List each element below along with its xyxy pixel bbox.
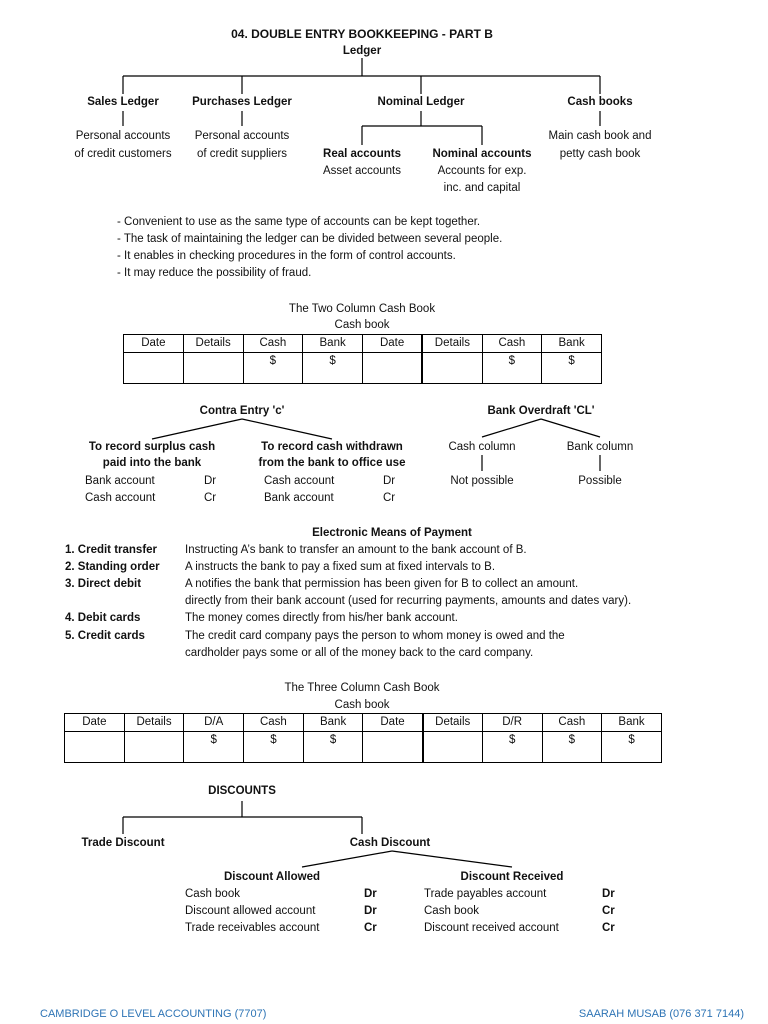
contra-left-account: Cash account: [85, 492, 156, 504]
unit-cell: [124, 732, 184, 763]
contra-right-account: Bank account: [264, 492, 334, 504]
discount-allowed-title: Discount Allowed: [223, 871, 321, 883]
overdraft-cash-value: Not possible: [450, 475, 514, 487]
three-column-title: The Three Column Cash Book: [284, 682, 440, 694]
three-column-cash-book-table: [64, 713, 662, 763]
col-header: Cash: [243, 335, 303, 353]
received-account: Cash book: [424, 905, 479, 917]
col-header: Bank: [303, 714, 363, 732]
allowed-side: Dr: [364, 888, 377, 900]
payment-term: 1. Credit transfer: [65, 544, 158, 556]
ledger-cashbooks: Cash books: [567, 96, 633, 108]
col-header: Date: [363, 335, 423, 353]
payment-term: 2. Standing order: [65, 561, 160, 573]
sales-desc-line: Personal accounts: [75, 130, 171, 142]
sales-desc-line: of credit customers: [74, 148, 172, 160]
allowed-account: Discount allowed account: [185, 905, 316, 917]
payment-term: 5. Credit cards: [65, 630, 145, 642]
ledger-nominal: Nominal Ledger: [377, 96, 465, 108]
unit-cell: $: [303, 353, 363, 384]
advantage-item: - Convenient to use as the same type of accounts can be kept together.: [117, 216, 481, 228]
col-header: Bank: [303, 335, 363, 353]
advantage-item: - It may reduce the possibility of fraud.: [117, 267, 312, 279]
col-header: Date: [363, 714, 423, 732]
contra-left-account: Bank account: [85, 475, 155, 487]
payment-desc: cardholder pays some or all of the money back to the card company.: [185, 647, 534, 659]
contra-left-heading: To record surplus cash: [88, 441, 216, 453]
allowed-account: Trade receivables account: [185, 922, 320, 934]
col-header: Details: [183, 335, 243, 353]
unit-cell: [183, 353, 243, 384]
allowed-side: Dr: [364, 905, 377, 917]
payment-desc: A notifies the bank that permission has been given for B to collect an amount.: [185, 578, 579, 590]
discounts-title: DISCOUNTS: [208, 785, 276, 797]
overdraft-title: Bank Overdraft 'CL': [487, 405, 595, 417]
nominal-accounts-desc: Accounts for exp.: [437, 165, 527, 177]
ledger-purchases: Purchases Ledger: [192, 96, 292, 108]
unit-cell: [423, 732, 483, 763]
overdraft-bank-value: Possible: [578, 475, 622, 487]
unit-cell: $: [243, 353, 303, 384]
col-header: Date: [124, 335, 184, 353]
unit-cell: [363, 732, 423, 763]
unit-cell: $: [184, 732, 244, 763]
received-account: Discount received account: [424, 922, 559, 934]
col-header: Cash: [244, 714, 304, 732]
real-accounts-label: Real accounts: [323, 148, 401, 160]
nominal-accounts-desc: inc. and capital: [443, 182, 521, 194]
overdraft-cash-column: Cash column: [448, 441, 516, 453]
payment-desc: directly from their bank account (used for recurring payments, amounts and dates vary).: [185, 595, 632, 607]
contra-right-heading: To record cash withdrawn: [261, 441, 403, 453]
unit-cell: $: [244, 732, 304, 763]
cash-discount: Cash Discount: [349, 837, 431, 849]
purchases-desc-line: of credit suppliers: [196, 148, 288, 160]
unit-cell: [422, 353, 482, 384]
cashbooks-desc-line: petty cash book: [559, 148, 641, 160]
discount-received-title: Discount Received: [460, 871, 564, 883]
contra-left-side: Cr: [204, 492, 217, 504]
unit-cell: $: [542, 353, 602, 384]
unit-cell: [65, 732, 125, 763]
payment-desc: The money comes directly from his/her bank account.: [185, 612, 458, 624]
payment-desc: The credit card company pays the person to whom money is owed and the: [185, 630, 565, 642]
col-header: Cash: [482, 335, 542, 353]
col-header: Details: [124, 714, 184, 732]
page-title: 04. DOUBLE ENTRY BOOKKEEPING - PART B: [231, 27, 493, 41]
overdraft-bank-column: Bank column: [566, 441, 634, 453]
col-header: D/R: [482, 714, 542, 732]
payment-term: 3. Direct debit: [65, 578, 142, 590]
unit-cell: $: [482, 732, 542, 763]
purchases-desc-line: Personal accounts: [194, 130, 290, 142]
unit-cell: $: [303, 732, 363, 763]
contra-right-side: Cr: [383, 492, 396, 504]
received-side: Cr: [602, 905, 615, 917]
unit-cell: [124, 353, 184, 384]
contra-right-account: Cash account: [264, 475, 335, 487]
two-column-title: The Two Column Cash Book: [288, 303, 436, 315]
unit-cell: $: [482, 353, 542, 384]
allowed-side: Cr: [364, 922, 377, 934]
col-header: Date: [65, 714, 125, 732]
two-column-cash-book-table: [123, 334, 602, 384]
unit-cell: $: [602, 732, 662, 763]
ledger-root: Ledger: [342, 45, 382, 57]
payment-term: 4. Debit cards: [65, 612, 141, 624]
received-account: Trade payables account: [424, 888, 547, 900]
footer-course: CAMBRIDGE O LEVEL ACCOUNTING (7707): [40, 1008, 267, 1020]
cashbooks-desc-line: Main cash book and: [548, 130, 652, 142]
contra-right-heading: from the bank to office use: [258, 457, 406, 469]
contra-left-heading: paid into the bank: [102, 457, 202, 469]
received-side: Cr: [602, 922, 615, 934]
unit-cell: $: [542, 732, 602, 763]
advantage-item: - It enables in checking procedures in the form of control accounts.: [117, 250, 456, 262]
footer-author: SAARAH MUSAB (076 371 7144): [578, 1008, 744, 1020]
payment-desc: A instructs the bank to pay a fixed sum at fixed intervals to B.: [185, 561, 496, 573]
two-column-subtitle: Cash book: [334, 319, 390, 331]
three-column-subtitle: Cash book: [334, 699, 390, 711]
contra-right-side: Dr: [383, 475, 396, 487]
col-header: D/A: [184, 714, 244, 732]
real-accounts-desc: Asset accounts: [323, 165, 401, 177]
advantage-item: - The task of maintaining the ledger can be divided between several people.: [117, 233, 503, 245]
col-header: Details: [422, 335, 482, 353]
unit-cell: [363, 353, 423, 384]
col-header: Cash: [542, 714, 602, 732]
contra-left-side: Dr: [204, 475, 217, 487]
electronic-title: Electronic Means of Payment: [312, 527, 472, 539]
nominal-accounts-label: Nominal accounts: [432, 148, 532, 160]
payment-desc: Instructing A’s bank to transfer an amount to the bank account of B.: [185, 544, 527, 556]
col-header: Details: [423, 714, 483, 732]
allowed-account: Cash book: [185, 888, 240, 900]
col-header: Bank: [542, 335, 602, 353]
contra-title: Contra Entry 'c': [199, 405, 285, 417]
col-header: Bank: [602, 714, 662, 732]
trade-discount: Trade Discount: [81, 837, 165, 849]
ledger-sales: Sales Ledger: [87, 96, 159, 108]
received-side: Dr: [602, 888, 615, 900]
